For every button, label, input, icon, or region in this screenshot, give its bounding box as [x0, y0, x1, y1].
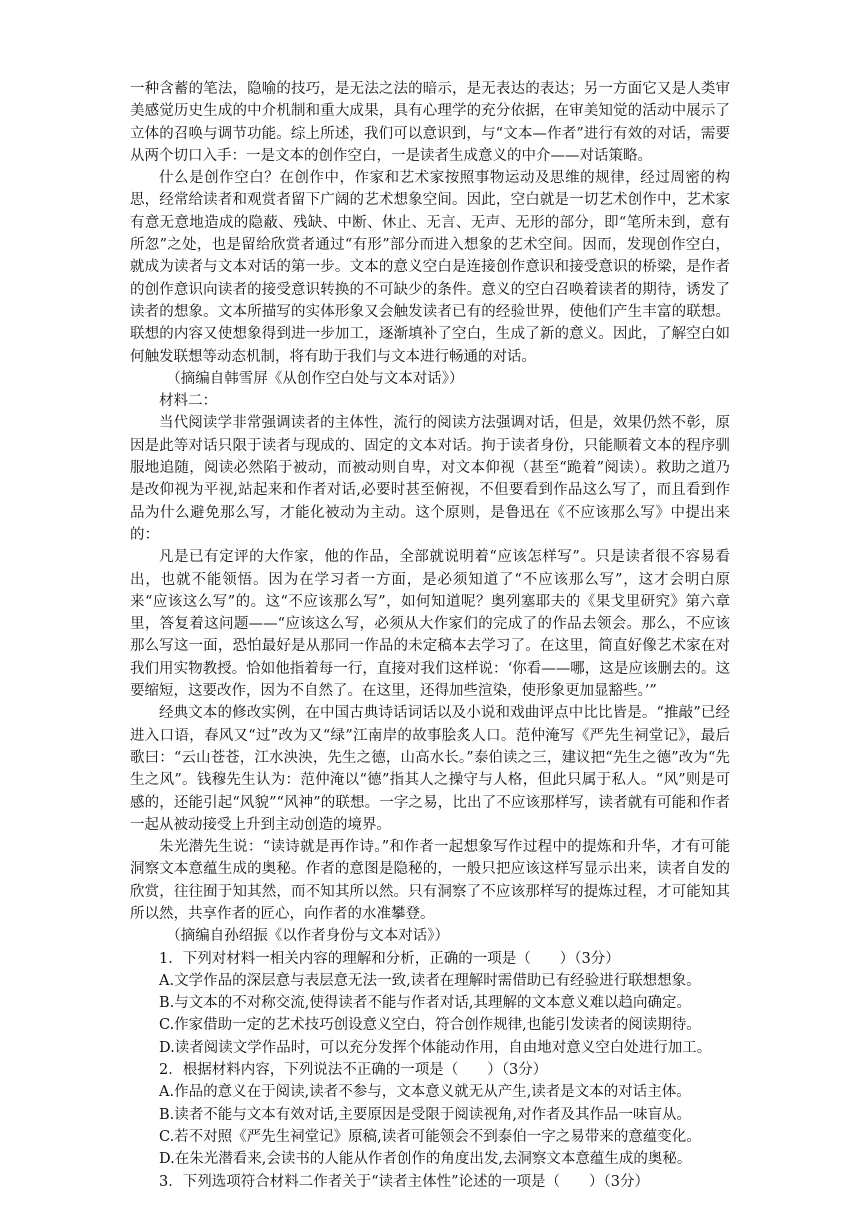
material1-source: （摘编自韩雪屏《从创作空白处与文本对话》） — [166, 370, 464, 387]
material2-paragraph-4: 朱光潜先生说：“读诗就是再作诗。”和作者一起想象写作过程中的提炼和升华，才有可能洞察文本意蕴生成的奥秘。作者的意图是隐秘的，一般只把应该这样写显示出来，读者自发的欣赏，往往囿于知其然，而不知其所以然。只有洞察了不应该那样写的提炼过程，才可能知其所以然，共享作者的匠心，向作者的水准攀登。 — [130, 839, 730, 922]
question-1-option-c: C.作家借助一定的艺术技巧创设意义空白，符合创作规律,也能引发读者的阅读期待。 — [159, 1017, 701, 1034]
material2-quote-lu-xun: 凡是已有定评的大作家，他的作品，全部就说明着“应该怎样写”。只是读者很不容易看出，也就不能领悟。因为在学习者一方面，是必须知道了“不应该那么写”，这才会明白原来“应该这么写”的。这“不应该那么写”，如何知道呢？奥列塞耶夫的《果戈里研究》第六章里，答复着这问题——“应该这么写，必须从大作家们的完成了的作品去领会。那么，不应该那么写这一面，恐怕最好是从那同一作品的未定稿本去学习了。在这里，简直好像艺术家在对我们用实物教授。恰如他指着每一行，直接对我们这样说：‘你看——哪，这是应该删去的。这要缩短，这要改作，因为不自然了。在这里，还得加些渲染，使形象更加显豁些。’” — [130, 549, 730, 700]
question-1-stem: 1．下列对材料一相关内容的理解和分析，正确的一项是（ ）（3分） — [159, 950, 620, 967]
material2-paragraph-3: 经典文本的修改实例，在中国古典诗话词话以及小说和戏曲评点中比比皆是。“推敲”已经进入口语，春风又“过”改为又“绿”江南岸的故事脍炙人口。范仲淹写《严先生祠堂记》，最后歌曰：“云山苍苍，江水泱泱，先生之德，山高水长。”泰伯读之三，建议把“先生之德”改为“先生之风”。钱穆先生认为：范仲淹以“德”指其人之操守与人格，但此只属于私人。“风”则是可感的，还能引起“风貌”“风神”的联想。一字之易，比出了不应该那样写，读者就有可能和作者一起从被动接受上升到主动创造的境界。 — [130, 705, 730, 833]
material2-paragraph-1: 当代阅读学非常强调读者的主体性，流行的阅读方法强调对话，但是，效果仍然不彰，原因是此等对话只限于读者与现成的、固定的文本对话。拘于读者身份，只能顺着文本的程序驯服地追随，阅读必然陷于被动，而被动则自卑，对文本仰视（甚至“跪着”阅读）。救助之道乃是改仰视为平视,站起来和作者对话,必要时甚至俯视，不但要看到作品这么写了，而且看到作品为什么避免那么写，才能化被动为主动。这个原则，是鲁迅在《不应该那么写》中提出来的： — [130, 415, 730, 543]
question-2-option-c: C.若不对照《严先生祠堂记》原稿,读者可能领会不到泰伯一字之易带来的意蕴变化。 — [159, 1128, 701, 1145]
exam-page — [130, 78, 730, 1193]
question-3-stem: 3．下列选项符合材料二作者关于“读者主体性”论述的一项是（ ）（3分） — [159, 1173, 650, 1190]
material1-paragraph-tail: 一种含蓄的笔法，隐喻的技巧，是无法之法的暗示，是无表达的表达；另一方面它又是人类审美感觉历史生成的中介机制和重大成果，具有心理学的充分依据，在审美知觉的活动中展示了立体的召唤与调节功能。综上所述，我们可以意识到，与“文本—作者”进行有效的对话，需要从两个切口入手：一是文本的创作空白，一是读者生成意义的中介——对话策略。 — [130, 81, 730, 164]
question-2-option-a: A.作品的意义在于阅读,读者不参与，文本意义就无从产生,读者是文本的对话主体。 — [159, 1084, 691, 1101]
question-1-option-a: A.文学作品的深层意与表层意无法一致,读者在理解时需借助已有经验进行联想想象。 — [159, 972, 701, 989]
material2-heading: 材料二： — [159, 393, 217, 410]
question-2-option-d: D.在朱光潜看来,会读书的人能从作者创作的角度出发,去洞察文本意蕴生成的奥秘。 — [159, 1151, 692, 1168]
material2-source: （摘编自孙绍振《以作者身份与文本对话》） — [166, 928, 449, 945]
question-1-option-b: B.与文本的不对称交流,使得读者不能与作者对话,其理解的文本意义难以趋向确定。 — [159, 995, 691, 1012]
material1-paragraph-blank: 什么是创作空白？在创作中，作家和艺术家按照事物运动及思维的规律，经过周密的构思，经常给读者和观赏者留下广阔的艺术想象空间。因此，空白就是一切艺术创作中，艺术家有意无意地造成的隐蔽、残缺、中断、休止、无言、无声、无形的部分，即“笔所未到，意有所忽”之处，也是留给欣赏者通过“有形”部分而进入想象的艺术空间。因而，发现创作空白，就成为读者与文本对话的第一步。文本的意义空白是连接创作意识和接受意识的桥梁，是作者的创作意识向读者的接受意识转换的不可缺少的条件。意义的空白召唤着读者的期待，诱发了读者的想象。文本所描写的实体形象又会触发读者已有的经验世界，使他们产生丰富的联想。联想的内容又使想象得到进一步加工，逐渐填补了空白，生成了新的意义。因此，了解空白如何触发联想等动态机制，将有助于我们与文本进行畅通的对话。 — [130, 170, 730, 365]
question-2-option-b: B.读者不能与文本有效对话,主要原因是受限于阅读视角,对作者及其作品一味盲从。 — [159, 1106, 691, 1123]
question-2-stem: 2．根据材料内容，下列说法不正确的一项是（ ）（3分） — [159, 1062, 548, 1079]
question-1-option-d: D.读者阅读文学作品时，可以充分发挥个体能动作用，自由地对意义空白处进行加工。 — [159, 1039, 712, 1056]
